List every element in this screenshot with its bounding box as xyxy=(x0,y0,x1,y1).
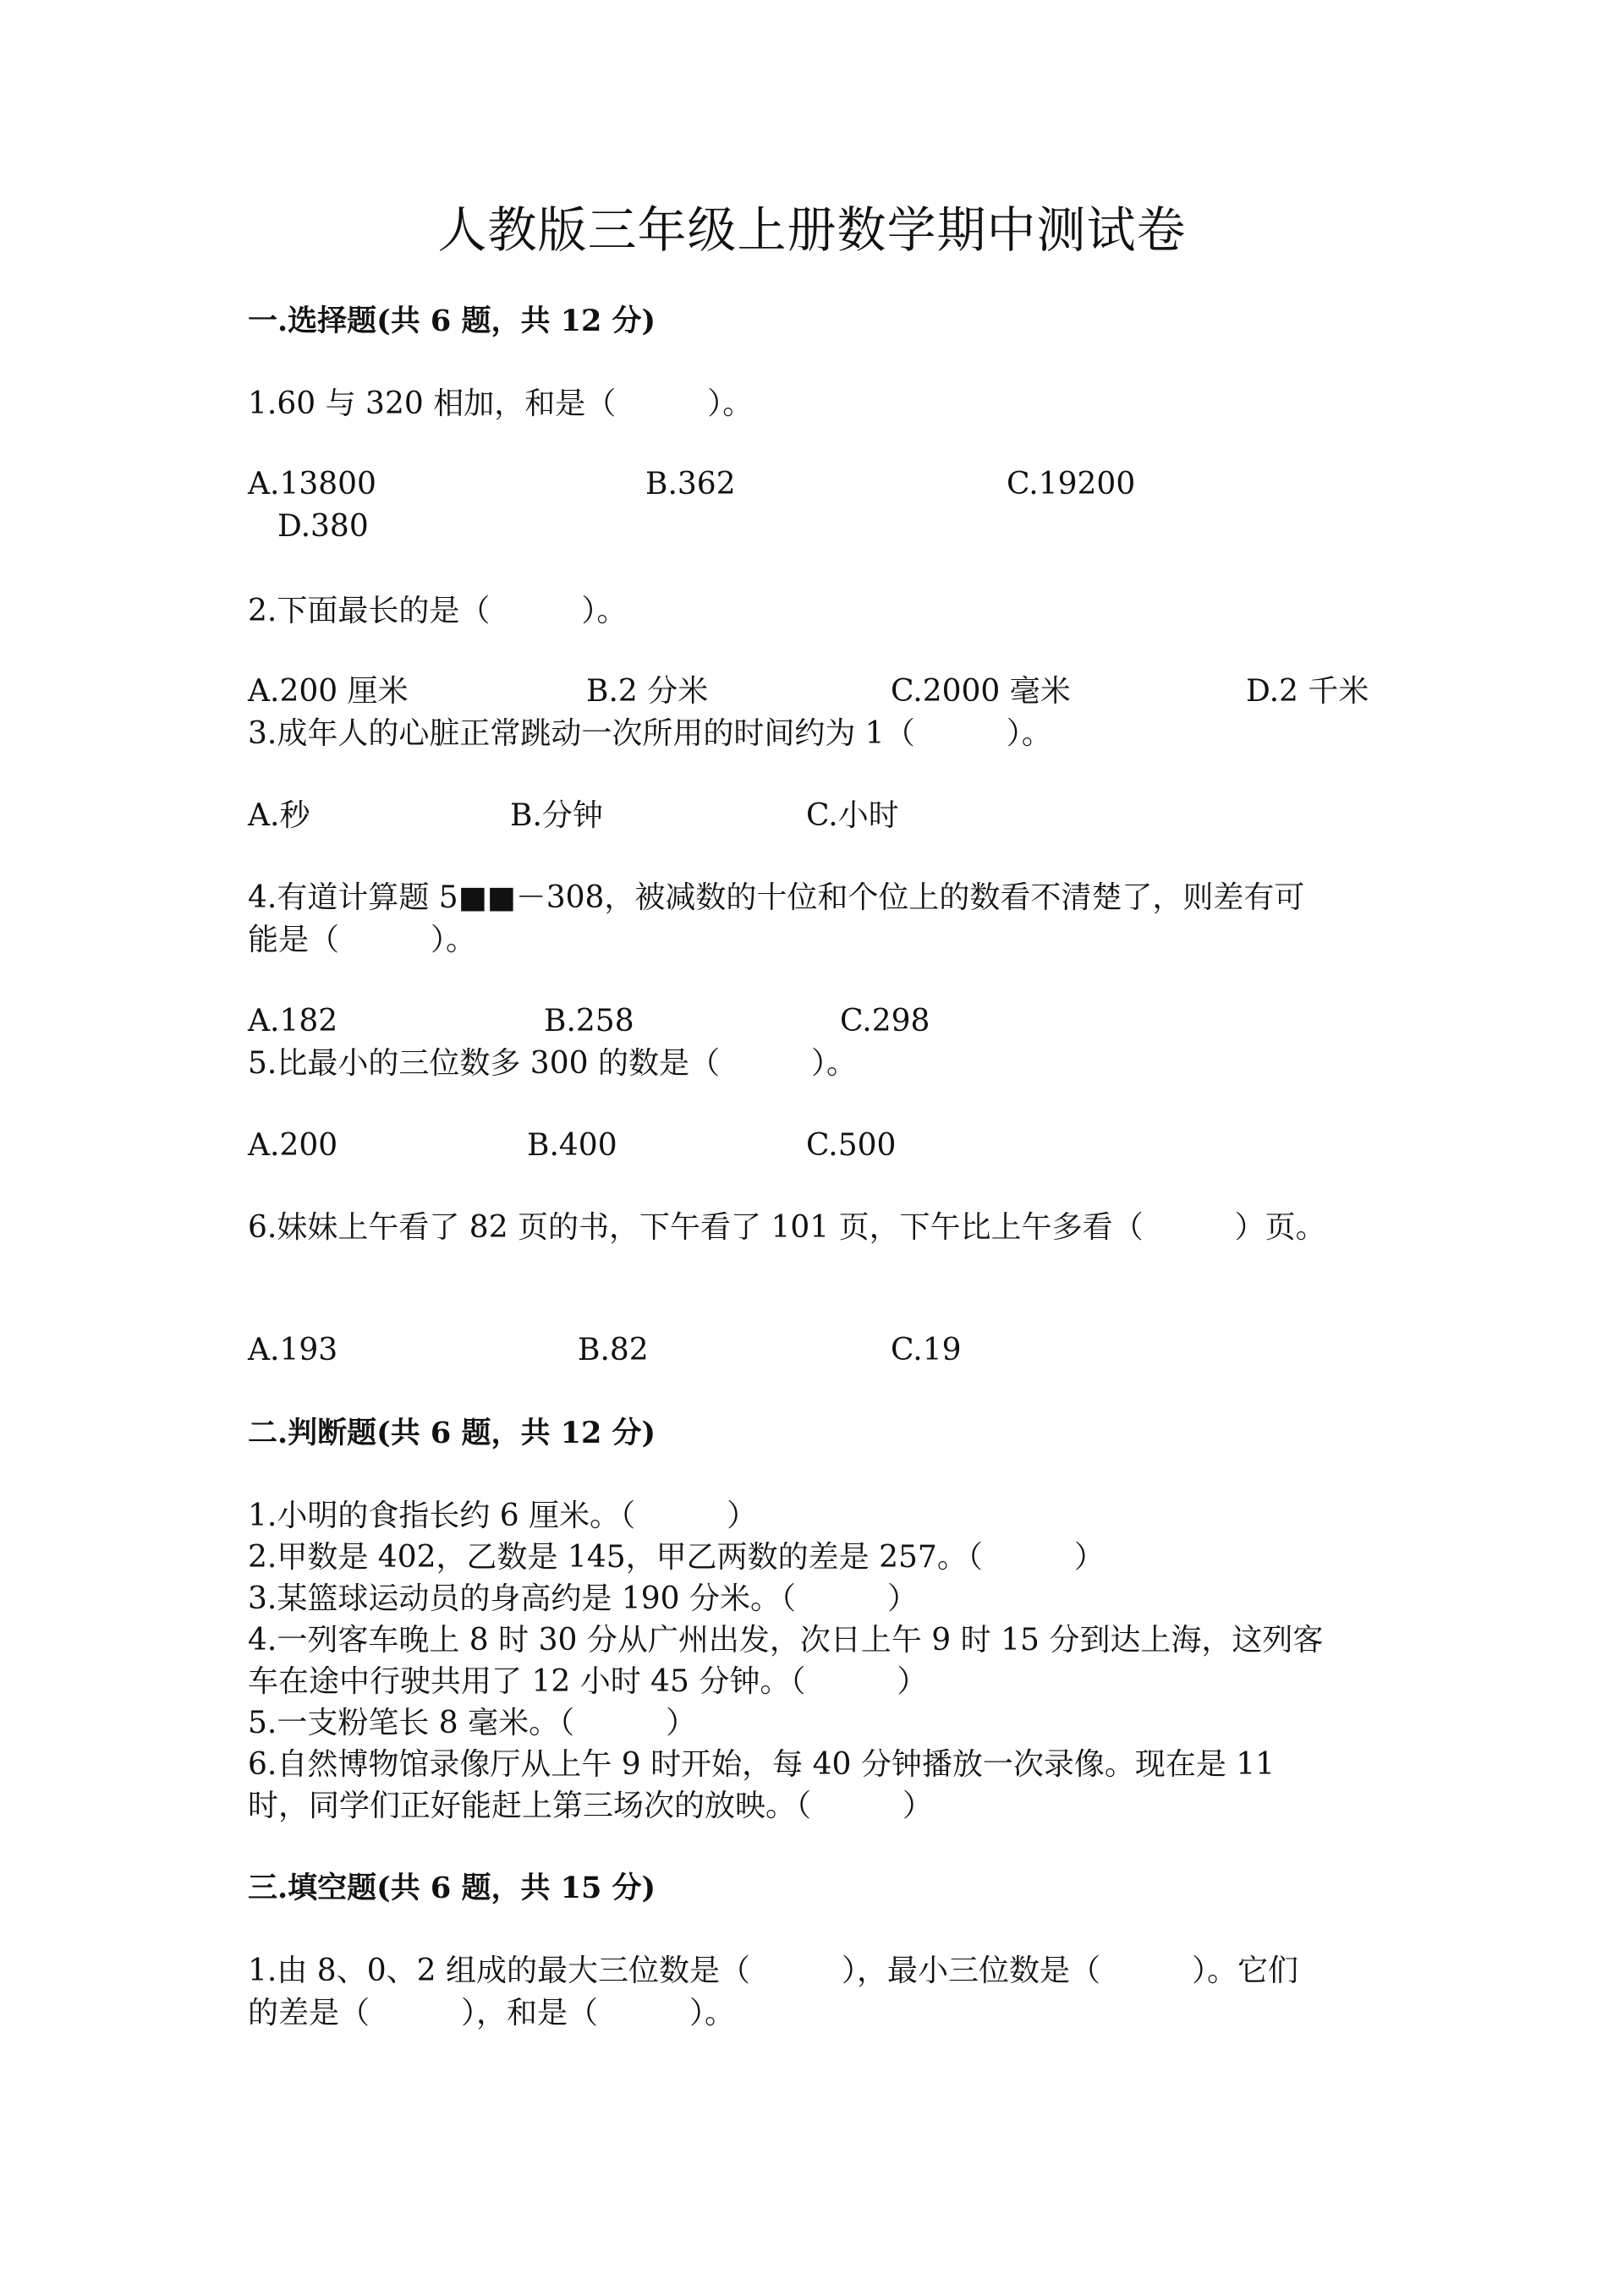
option-b: B.400 xyxy=(527,1128,617,1163)
question-text: 2.下面最长的是（ ）。 xyxy=(248,594,628,628)
question-text: 2.甲数是 402，乙数是 145，甲乙两数的差是 257。（ ） xyxy=(248,1540,1105,1575)
question-text: 6.自然博物馆录像厅从上午 9 时开始，每 40 分钟播放一次录像。现在是 11 xyxy=(248,1747,1276,1782)
option-d: D.2 千米 xyxy=(1246,674,1369,709)
option-b: B.2 分米 xyxy=(586,674,709,709)
option-c: C.19 xyxy=(891,1333,962,1367)
question-text: 1.小明的食指长约 6 厘米。（ ） xyxy=(248,1499,758,1533)
question-text: 4.一列客车晚上 8 时 30 分从广州出发，次日上午 9 时 15 分到达上海，这列客 xyxy=(248,1623,1324,1658)
option-c: C.19200 xyxy=(1007,467,1136,501)
question-text-cont: 车在途中行驶共用了 12 小时 45 分钟。（ ） xyxy=(248,1664,928,1699)
option-a: A.秒 xyxy=(248,798,310,833)
option-a: A.193 xyxy=(248,1333,338,1367)
question-text-cont: 能是（ ）。 xyxy=(248,923,477,957)
option-b: B.258 xyxy=(544,1004,634,1038)
option-c: C.500 xyxy=(806,1128,897,1163)
question-text: 1.由 8、0、2 组成的最大三位数是（ ），最小三位数是（ ）。它们 xyxy=(248,1954,1298,1988)
option-c: C.2000 毫米 xyxy=(891,674,1071,709)
question-text: 1.60 与 320 相加，和是（ ）。 xyxy=(248,386,754,421)
question-text: 4.有道计算题 5■■－308，被减数的十位和个位上的数看不清楚了，则差有可 xyxy=(248,880,1305,915)
question-text-cont: 的差是（ ），和是（ ）。 xyxy=(248,1996,736,2030)
option-a: A.13800 xyxy=(248,467,376,501)
option-c: C.小时 xyxy=(806,798,899,833)
option-a: A.182 xyxy=(248,1004,338,1038)
option-b: B.82 xyxy=(578,1333,649,1367)
question-text-cont: 时，同学们正好能赶上第三场次的放映。（ ） xyxy=(248,1789,934,1823)
question-text: 5.比最小的三位数多 300 的数是（ ）。 xyxy=(248,1046,857,1081)
option-b: B.分钟 xyxy=(510,798,603,833)
question-text: 6.妹妹上午看了 82 页的书，下午看了 101 页，下午比上午多看（ ）页。 xyxy=(248,1210,1326,1245)
option-d: D.380 xyxy=(277,509,369,544)
option-a: A.200 厘米 xyxy=(248,674,409,709)
option-c: C.298 xyxy=(840,1004,930,1038)
question-text: 3.成年人的心脏正常跳动一次所用的时间约为 1（ ）。 xyxy=(248,716,1052,751)
option-b: B.362 xyxy=(645,467,736,501)
section-heading-judge: 二.判断题(共 6 题，共 12 分) xyxy=(248,1416,656,1450)
page-title: 人教版三年级上册数学期中测试卷 xyxy=(437,201,1187,259)
section-heading-fill: 三.填空题(共 6 题，共 15 分) xyxy=(248,1871,656,1905)
question-text: 3.某篮球运动员的身高约是 190 分米。（ ） xyxy=(248,1581,918,1616)
question-text: 5.一支粉笔长 8 毫米。（ ） xyxy=(248,1706,697,1740)
option-a: A.200 xyxy=(248,1128,338,1163)
section-heading-choice: 一.选择题(共 6 题，共 12 分) xyxy=(248,304,656,338)
